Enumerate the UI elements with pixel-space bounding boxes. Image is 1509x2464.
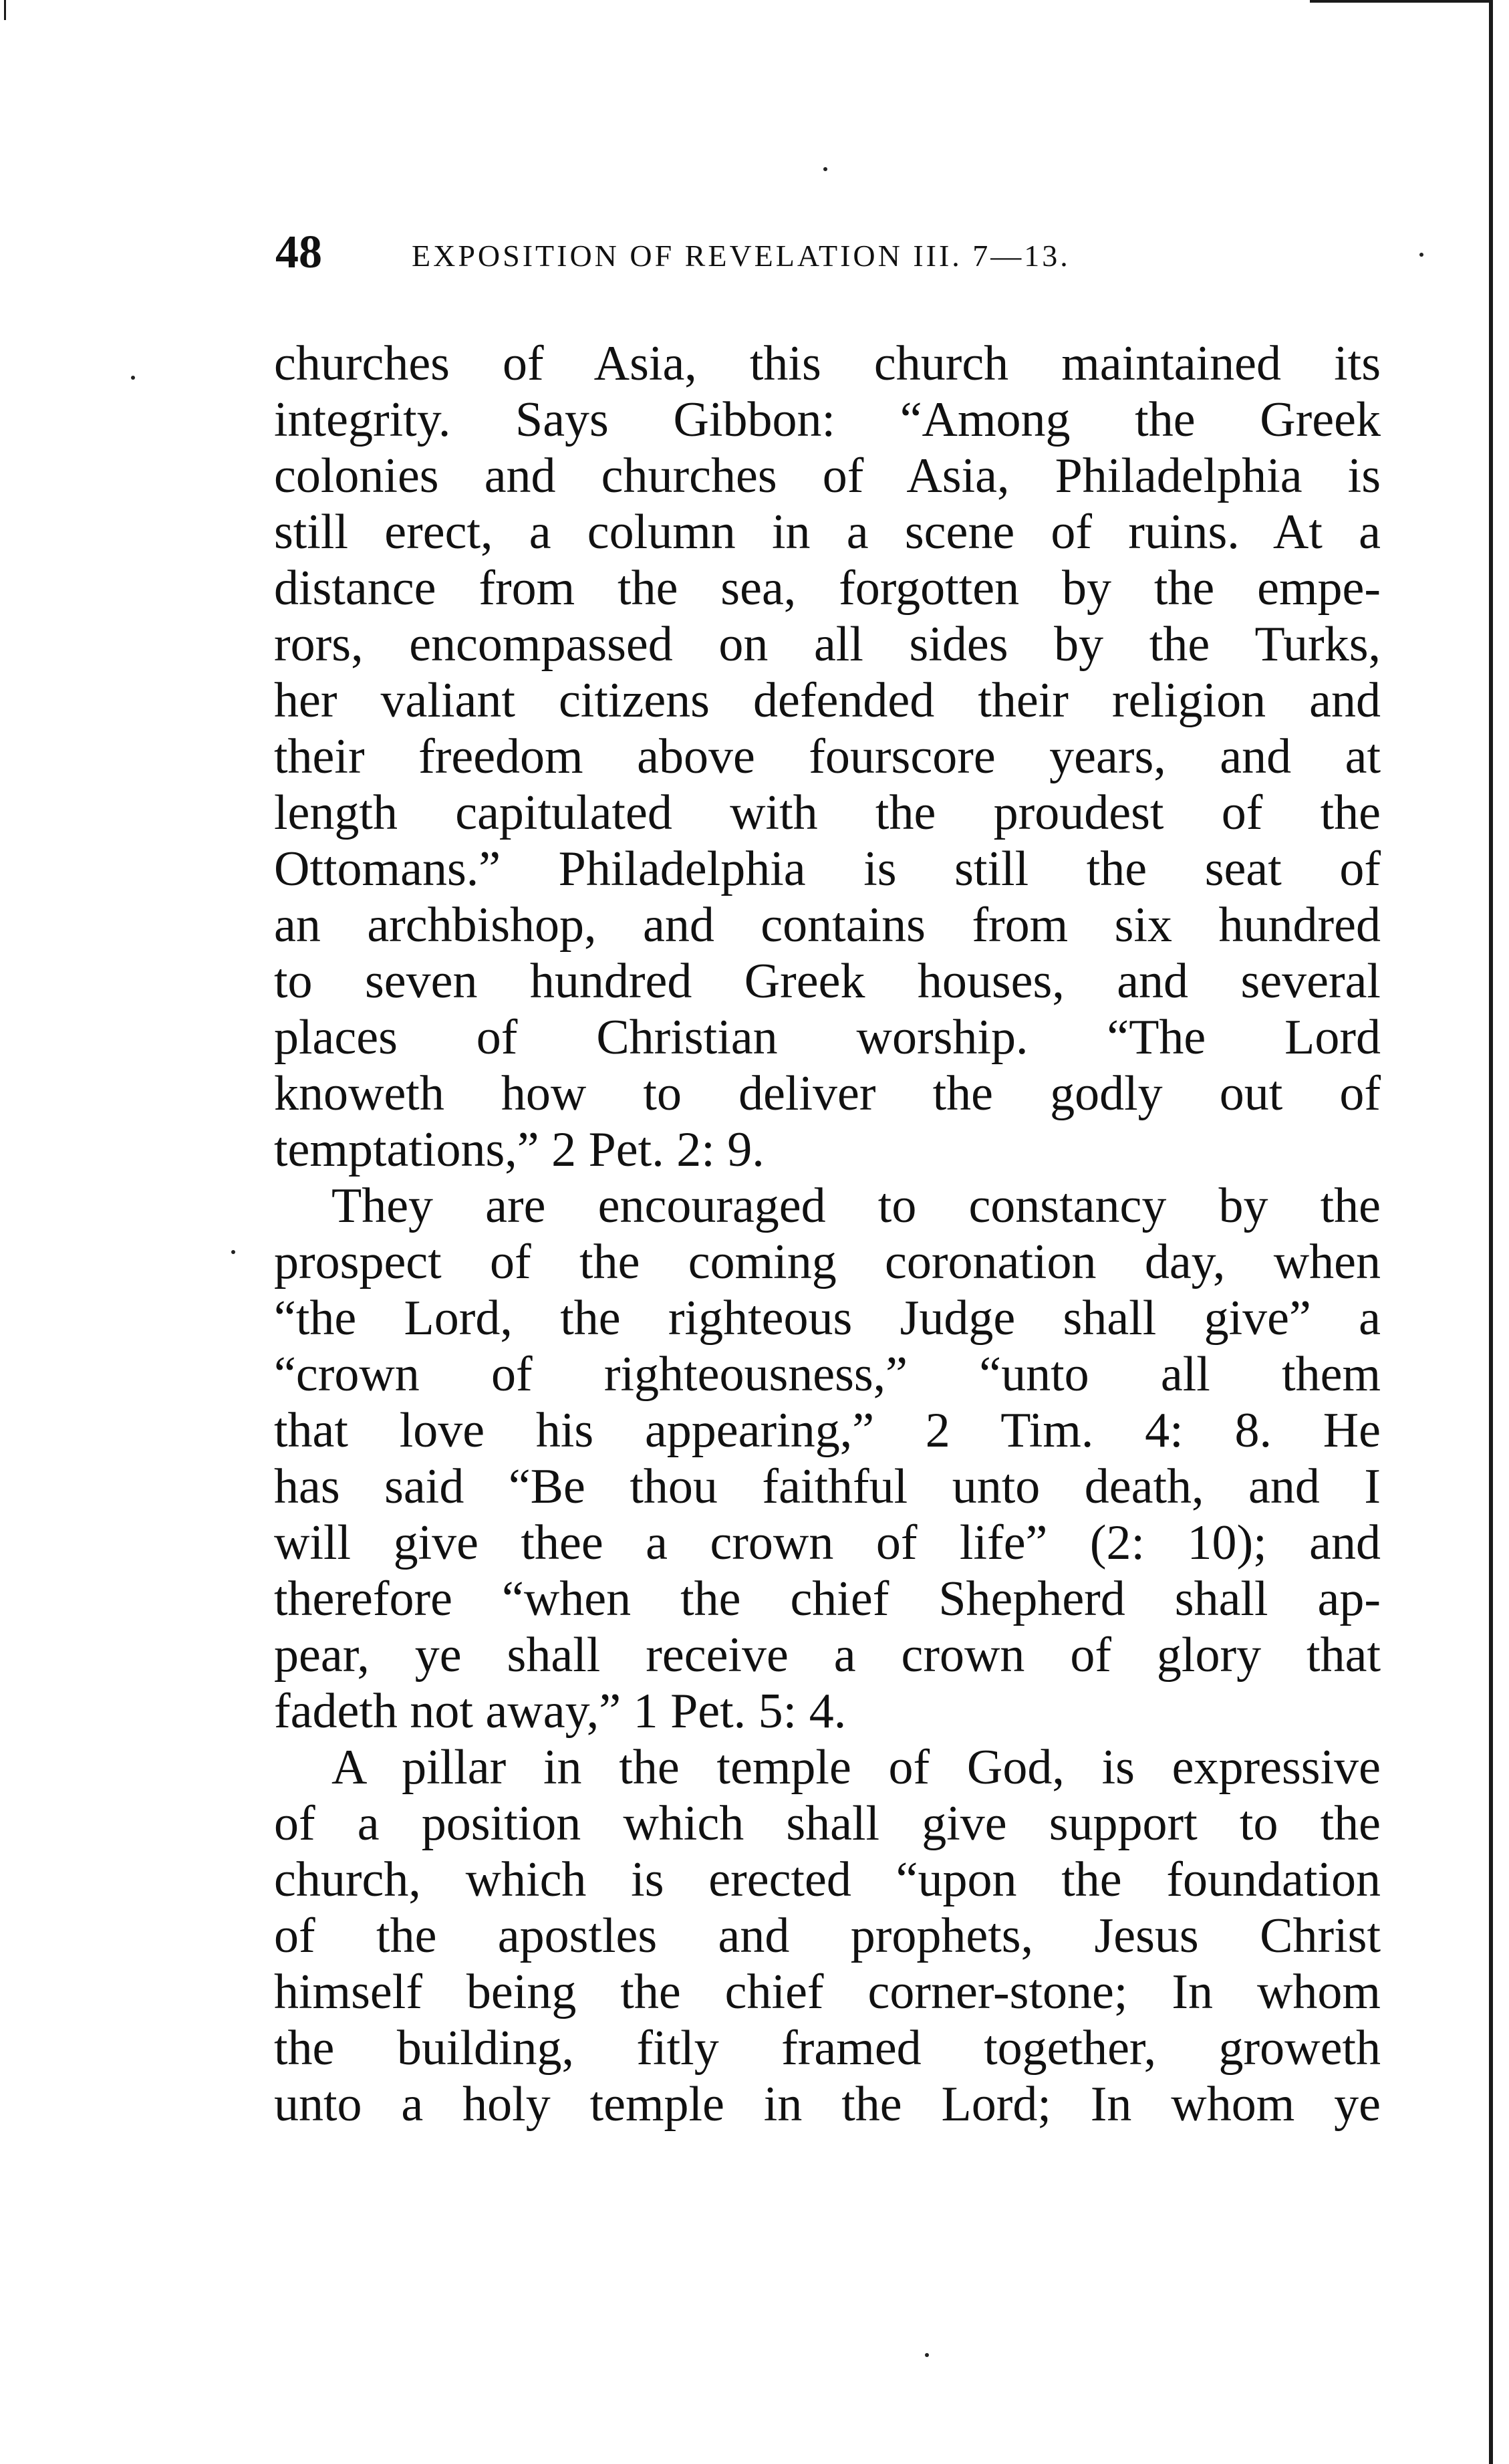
text-line: prospect of the coming coronation day, when	[274, 1235, 1381, 1289]
text-line: unto a holy temple in the Lord; In whom ye	[274, 2077, 1381, 2132]
page-header	[275, 226, 1378, 279]
text-line: her valiant citizens defended their religion and	[274, 673, 1381, 728]
page-number: 48	[275, 227, 322, 278]
text-line: still erect, a column in a scene of ruins. At a	[274, 505, 1381, 560]
text-line: an archbishop, and contains from six hundred	[274, 898, 1381, 953]
text-line: knoweth how to deliver the godly out of	[274, 1066, 1381, 1121]
text-line: temptations,” 2 Pet. 2: 9.	[274, 1122, 765, 1177]
text-line: churches of Asia, this church maintained its	[274, 336, 1381, 391]
text-line: that love his appearing,” 2 Tim. 4: 8. He	[274, 1403, 1381, 1458]
text-line: distance from the sea, forgotten by the empe-	[274, 561, 1381, 616]
text-line: therefore “when the chief Shepherd shall ap-	[274, 1572, 1381, 1626]
body-text	[274, 336, 1381, 2132]
print-speck	[925, 2353, 929, 2357]
text-line: fadeth not away,” 1 Pet. 5: 4.	[274, 1684, 847, 1739]
scan-edge-mark	[4, 0, 6, 20]
text-line: “crown of righteousness,” “unto all them	[274, 1347, 1381, 1402]
text-line: has said “Be thou faithful unto death, and I	[274, 1459, 1381, 1514]
text-line: of the apostles and prophets, Jesus Christ	[274, 1908, 1381, 1963]
running-head: EXPOSITION OF REVELATION III. 7—13.	[412, 239, 1071, 273]
text-line: Ottomans.” Philadelphia is still the seat of	[274, 842, 1381, 896]
text-line: A pillar in the temple of God, is expressive	[331, 1740, 1381, 1795]
text-line: the building, fitly framed together, groweth	[274, 2021, 1381, 2076]
scan-top-edge	[1310, 0, 1490, 3]
text-line: integrity. Says Gibbon: “Among the Greek	[274, 392, 1381, 447]
print-speck	[131, 376, 135, 380]
print-speck	[231, 1250, 235, 1254]
text-line: colonies and churches of Asia, Philadelphia is	[274, 449, 1381, 503]
text-line: places of Christian worship. “The Lord	[274, 1010, 1381, 1065]
print-speck	[823, 167, 827, 171]
text-line: They are encouraged to constancy by the	[331, 1179, 1381, 1233]
text-line: church, which is erected “upon the foundation	[274, 1852, 1381, 1907]
text-line: of a position which shall give support to the	[274, 1796, 1381, 1851]
text-line: himself being the chief corner-stone; In whom	[274, 1965, 1381, 2019]
text-line: will give thee a crown of life” (2: 10); and	[274, 1515, 1381, 1570]
scan-right-edge	[1489, 0, 1493, 2464]
text-line: length capitulated with the proudest of the	[274, 785, 1381, 840]
print-speck	[1419, 253, 1423, 257]
text-line: rors, encompassed on all sides by the Turks,	[274, 617, 1381, 672]
text-line: pear, ye shall receive a crown of glory that	[274, 1628, 1381, 1683]
text-line: to seven hundred Greek houses, and several	[274, 954, 1381, 1009]
text-line: their freedom above fourscore years, and at	[274, 729, 1381, 784]
text-line: “the Lord, the righteous Judge shall give” a	[274, 1291, 1381, 1346]
